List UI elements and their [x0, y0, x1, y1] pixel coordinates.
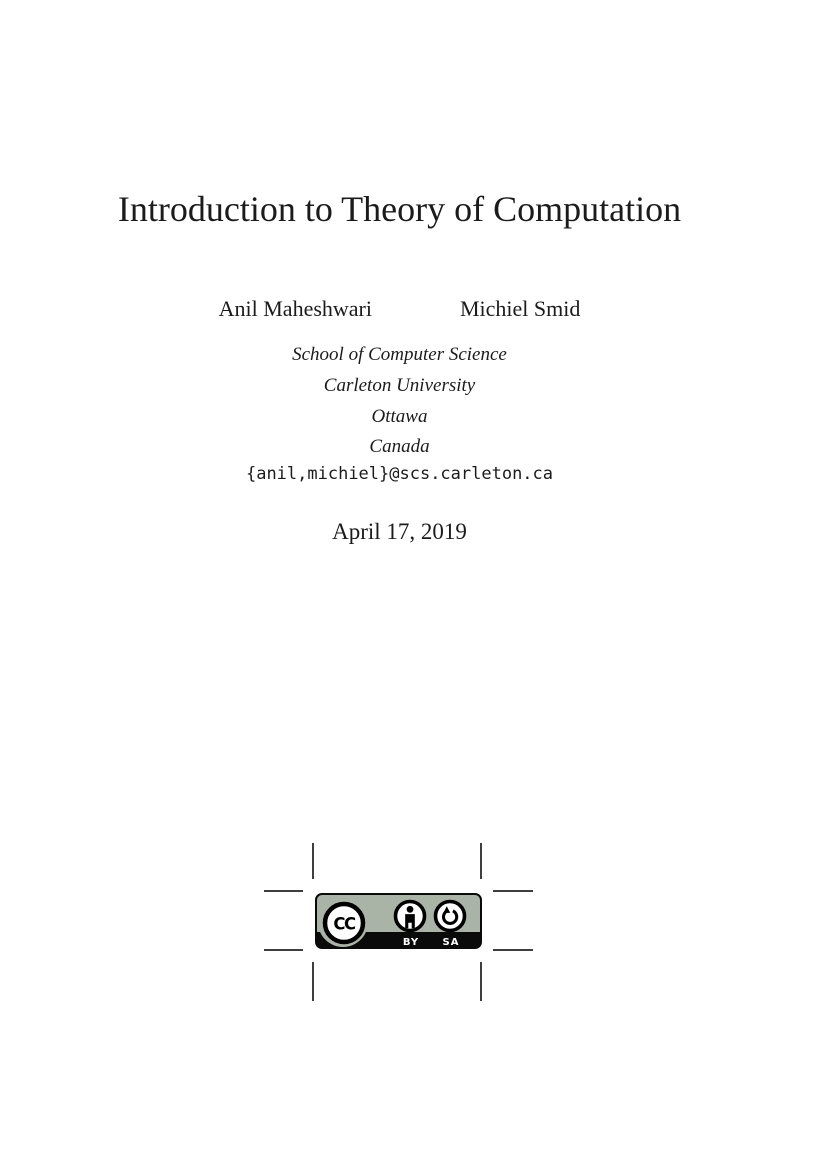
by-label: BY [402, 937, 420, 948]
crop-mark [312, 962, 314, 1001]
affiliation-line: Ottawa [371, 405, 428, 427]
affiliation-line: School of Computer Science [292, 344, 507, 365]
crop-mark [312, 843, 314, 879]
authors-row [0, 295, 799, 323]
email-address: {anil,michiel}@scs.carleton.ca [245, 464, 554, 484]
crop-mark [264, 890, 303, 892]
crop-mark [264, 949, 303, 951]
crop-mark [493, 949, 533, 951]
cc-logo-icon [321, 900, 367, 946]
share-alike-icon [433, 899, 467, 933]
author-name: Michiel Smid [459, 296, 581, 321]
sa-label: SA [442, 937, 460, 948]
date: April 17, 2019 [332, 519, 467, 544]
crop-mark [493, 890, 533, 892]
affiliation-block [0, 340, 799, 463]
affiliation-line: Canada [369, 436, 430, 458]
author-name: Anil Maheshwari [218, 296, 372, 321]
page-title: Introduction to Theory of Computation [117, 189, 682, 229]
crop-mark [480, 843, 482, 879]
cc-by-sa-license-badge[interactable] [315, 893, 482, 949]
svg-text:CC: CC [333, 914, 355, 934]
crop-mark [480, 962, 482, 1001]
attribution-person-icon [393, 899, 427, 933]
affiliation-line: Carleton University [323, 374, 476, 396]
